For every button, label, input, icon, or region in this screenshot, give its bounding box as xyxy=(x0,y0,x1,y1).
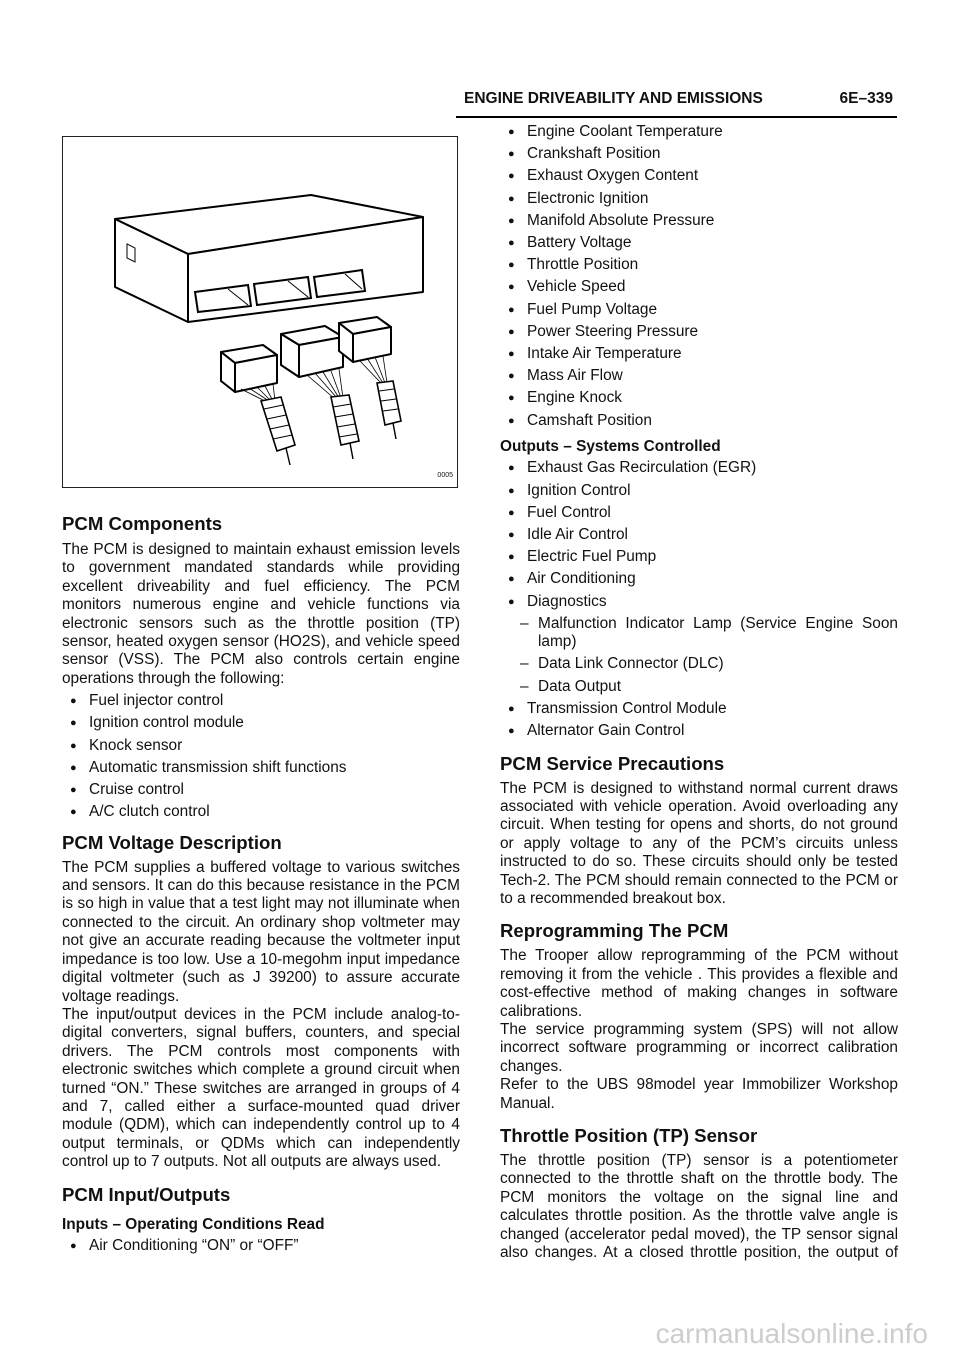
heading-pcm-io: PCM Input/Outputs xyxy=(62,1183,231,1205)
pcm-components-body: The PCM is designed to maintain exhaust emission levels to government mandated standards while providing excellent driveability and fuel efficiency. The PCM monitors numerous engine and vehicle functions via electronic sensors such as the throttle position (TP) sensor, heated oxygen sensor (HO2S), and vehicle speed sensor (VSS). The PCM also controls certain engine operations through the following: xyxy=(62,541,460,687)
list-item: ● Diagnostics xyxy=(500,593,898,611)
list-item: ● Crankshaft Position xyxy=(500,145,898,163)
reprogramming-para-3: Refer to the UBS 98model year Immobilizer Workshop Manual. xyxy=(500,1076,898,1112)
heading-pcm-components: PCM Components xyxy=(62,513,223,534)
list-item: ● Exhaust Gas Recirculation (EGR) xyxy=(500,459,898,477)
figure-code: 0005 xyxy=(437,471,453,479)
list-item: ● Power Steering Pressure xyxy=(500,323,898,341)
sub-list-item: – Data Link Connector (DLC) xyxy=(500,655,898,673)
list-item: ● Fuel Pump Voltage xyxy=(500,301,898,319)
inputs-list-continued xyxy=(500,123,898,430)
pcm-voltage-para-2: The input/output devices in the PCM include analog-to-digital converters, signal buffers, counters, and special drivers. The PCM controls most components with electronic switches which complete a ground circuit when turned “ON.” These switches are arranged in groups of 4 and 7, called either a surface-mounted quad driver module (QDM), which can independently control up to 4 output terminals, or QDMs which can independently control up to 7 outputs. Not all outputs are always used. xyxy=(62,1005,460,1171)
watermark: carmanualsonline.info xyxy=(655,1318,928,1349)
list-item: ● Transmission Control Module xyxy=(500,700,898,718)
list-item: ● Ignition control module xyxy=(62,714,460,732)
service-precautions-body: The PCM is designed to withstand normal current draws associated with vehicle operation. Avoid overloading any circuit. When testing for opens and shorts, do not ground or apply voltage to any of the PCM’s circuits unless instructed to do so. These circuits should only be tested Tech-2. The PCM should remain connected to the PCM or to a recommended breakout box. xyxy=(500,779,898,907)
section-title: ENGINE DRIVEABILITY AND EMISSIONS xyxy=(464,90,763,107)
heading-tp-sensor: Throttle Position (TP) Sensor xyxy=(500,1125,758,1146)
page-number: 6E–339 xyxy=(839,90,893,107)
list-item: ● Engine Coolant Temperature xyxy=(500,123,898,141)
tp-sensor-body: The throttle position (TP) sensor is a potentiometer connected to the throttle shaft on the throttle body. The PCM monitors the voltage on the signal line and calculates throttle position. As the throttle valve angle is changed (accelerator pedal moved), the TP sensor signal also changes. At a closed throttle position, the output of xyxy=(500,1152,898,1262)
list-item: ● Camshaft Position xyxy=(500,412,898,430)
list-item: ● Vehicle Speed xyxy=(500,278,898,296)
right-column xyxy=(500,123,898,1262)
reprogramming-para-1: The Trooper allow reprogramming of the PCM without removing it from the vehicle . This provides a flexible and cost-effective method of making changes in software calibrations. xyxy=(500,947,898,1020)
inputs-heading: Inputs – Operating Conditions Read xyxy=(62,1215,325,1233)
list-item: ● Knock sensor xyxy=(62,737,460,755)
list-item: ● A/C clutch control xyxy=(62,803,460,821)
pcm-illustration xyxy=(62,136,458,488)
list-item: ● Ignition Control xyxy=(500,482,898,500)
list-item: ● Electric Fuel Pump xyxy=(500,548,898,566)
pcm-drawing xyxy=(63,137,457,487)
outputs-heading: Outputs – Systems Controlled xyxy=(500,438,721,456)
sub-list-item: – Data Output xyxy=(500,678,898,696)
list-item: ● Cruise control xyxy=(62,781,460,799)
list-item: ● Fuel injector control xyxy=(62,692,460,710)
list-item: ● Throttle Position xyxy=(500,256,898,274)
list-item: ● Air Conditioning xyxy=(500,570,898,588)
list-item: ● Intake Air Temperature xyxy=(500,345,898,363)
list-item: ● Fuel Control xyxy=(500,504,898,522)
heading-service-precautions: PCM Service Precautions xyxy=(500,752,725,774)
list-item: ● Idle Air Control xyxy=(500,526,898,544)
sub-list-item: – Malfunction Indicator Lamp (Service Engine Soon lamp) xyxy=(500,615,898,652)
list-item: ● Manifold Absolute Pressure xyxy=(500,212,898,230)
list-item: ● Air Conditioning “ON” or “OFF” xyxy=(62,1237,460,1255)
reprogramming-para-2: The service programming system (SPS) will not allow incorrect software programming or incorrect calibration changes. xyxy=(500,1020,898,1075)
list-item: ● Mass Air Flow xyxy=(500,367,898,385)
list-item: ● Exhaust Oxygen Content xyxy=(500,167,898,185)
left-column xyxy=(62,136,460,1259)
pcm-voltage-para-1: The PCM supplies a buffered voltage to various switches and sensors. It can do this because resistance in the PCM is so high in value that a test light may not illuminate when connected to the circuit. An ordinary shop voltmeter may not give an accurate reading because the voltmeter input impedance is too low. Use a 10-megohm input impedance digital voltmeter (such as J 39200) to assure accurate voltage readings. xyxy=(62,858,460,1005)
list-item: ● Automatic transmission shift functions xyxy=(62,759,460,777)
list-item: ● Engine Knock xyxy=(500,389,898,407)
list-item: ● Battery Voltage xyxy=(500,234,898,252)
heading-pcm-voltage: PCM Voltage Description xyxy=(62,831,282,853)
page-header xyxy=(456,88,897,118)
heading-reprogramming: Reprogramming The PCM xyxy=(500,920,729,942)
pcm-controlled-list xyxy=(62,692,460,821)
outputs-list xyxy=(500,459,898,740)
list-item: ● Electronic Ignition xyxy=(500,190,898,208)
list-item: ● Alternator Gain Control xyxy=(500,722,898,740)
inputs-list xyxy=(62,1237,460,1255)
